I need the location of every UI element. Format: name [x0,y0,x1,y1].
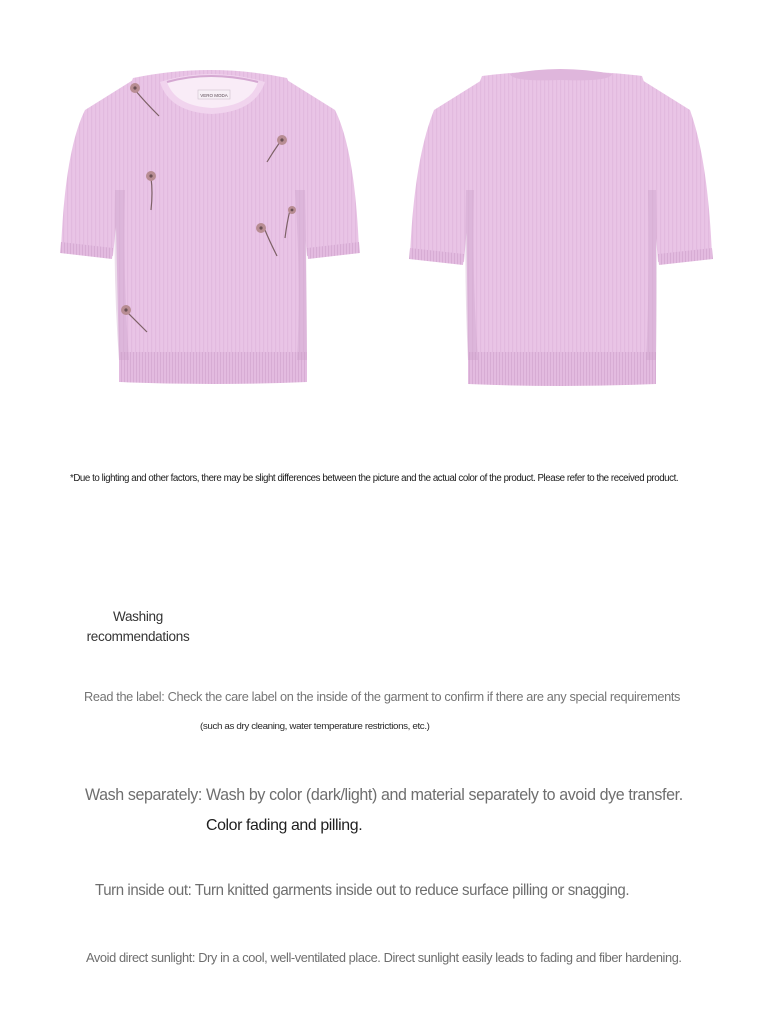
color-disclaimer: *Due to lighting and other factors, there may be slight differences between the picture and the actual color of the product. Please refer to the received product. [70,473,679,484]
recommendation-avoid-sunlight: Avoid direct sunlight: Dry in a cool, well-ventilated place. Direct sunlight easily leads to fading and fiber hardening. [86,951,682,965]
recommendation-read-label-note: (such as dry cleaning, water temperature restrictions, etc.) [200,721,430,731]
recommendation-turn-inside-out: Turn inside out: Turn knitted garments inside out to reduce surface pilling or snagging. [95,882,630,899]
washing-title-line-1: Washing [113,609,163,624]
recommendation-wash-separately-note: Color fading and pilling. [206,817,363,834]
recommendation-read-label: Read the label: Check the care label on the inside of the garment to confirm if there are any special requirements [84,690,681,704]
sweater-back-image [400,60,720,390]
brand-label: VERO MODA [200,93,228,98]
recommendation-wash-separately: Wash separately: Wash by color (dark/light) and material separately to avoid dye transfer. [85,786,683,804]
washing-title-line-2: recommendations [86,629,190,644]
sweater-front-image [55,60,365,390]
washing-title [86,607,190,647]
